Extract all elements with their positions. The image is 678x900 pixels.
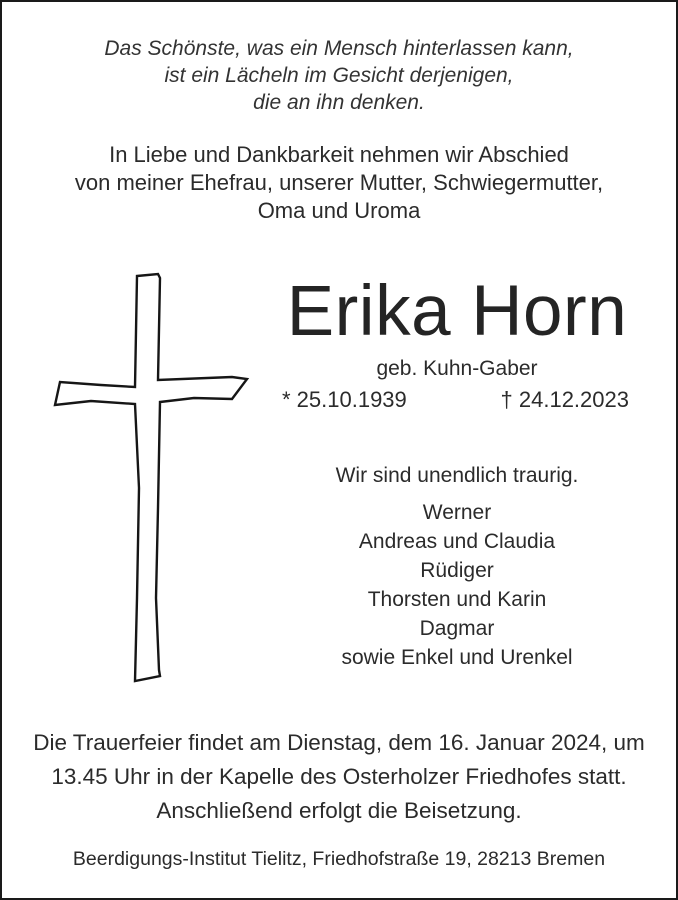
funeral-line: 13.45 Uhr in der Kapelle des Osterholzer Friedhofes statt. xyxy=(51,764,627,789)
funeral-details xyxy=(2,726,676,828)
quote-line: Das Schönste, was ein Mensch hinterlassen kann, xyxy=(104,37,574,60)
mourner-line: Thorsten und Karin xyxy=(367,588,547,611)
intro-line: von meiner Ehefrau, unserer Mutter, Schwiegermutter, xyxy=(74,170,604,195)
mourner-line: Andreas und Claudia xyxy=(358,530,556,553)
quote-line: ist ein Lächeln im Gesicht derjenigen, xyxy=(164,64,514,87)
condolence-line: Wir sind unendlich traurig. xyxy=(335,464,579,487)
birth-date: * 25.10.1939 xyxy=(282,387,407,412)
death-date: † 24.12.2023 xyxy=(500,387,629,412)
mourner-line: Werner xyxy=(422,501,492,524)
funeral-line: Anschließend erfolgt die Beisetzung. xyxy=(156,798,522,823)
mourner-line: sowie Enkel und Urenkel xyxy=(341,646,573,669)
intro-line: Oma und Uroma xyxy=(257,198,421,223)
maiden-name: geb. Kuhn-Gaber xyxy=(376,357,538,380)
mourner-line: Dagmar xyxy=(419,617,495,640)
christian-cross-icon xyxy=(46,268,251,684)
deceased-name: Erika Horn xyxy=(286,272,628,351)
intro-line: In Liebe und Dankbarkeit nehmen wir Abschied xyxy=(109,142,569,167)
life-dates xyxy=(252,387,662,413)
quote-line: die an ihn denken. xyxy=(253,91,425,114)
funeral-home-address: Beerdigungs-Institut Tielitz, Friedhofstraße 19, 28213 Bremen xyxy=(72,848,606,870)
mourner-line: Rüdiger xyxy=(420,559,494,582)
funeral-line: Die Trauerfeier findet am Dienstag, dem 16. Januar 2024, um xyxy=(33,730,645,755)
mourners-list xyxy=(252,498,662,672)
farewell-intro xyxy=(2,141,676,225)
epitaph-quote xyxy=(2,35,676,116)
